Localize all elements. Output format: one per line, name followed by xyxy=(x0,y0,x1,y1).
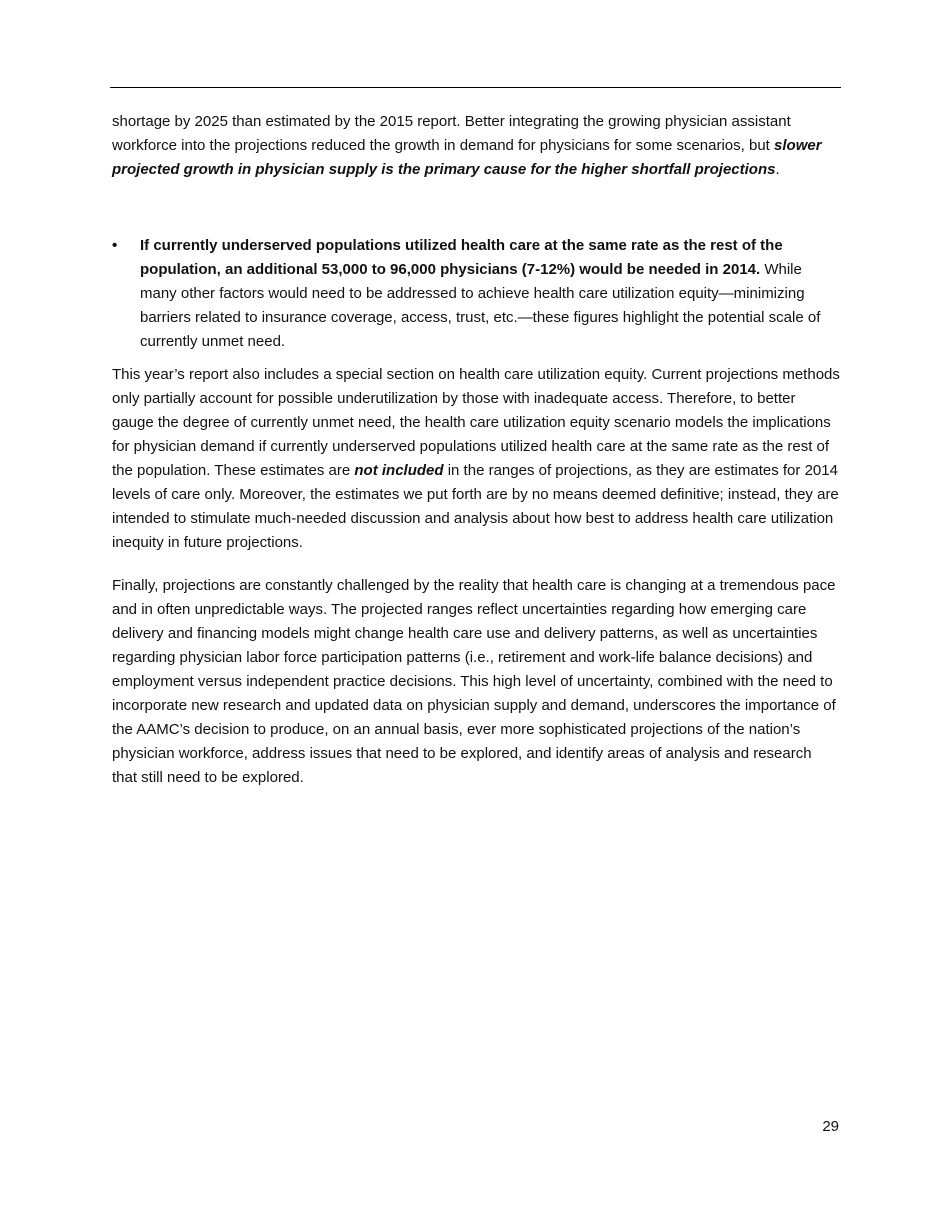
bullet-bold-text: If currently underserved populations utilized health care at the same rate as the rest of the population, an additional 53,000 to 96,000 physicians (7-12%) would be needed in 2014. xyxy=(140,237,783,278)
body-content xyxy=(112,110,840,790)
paragraph-uncertainty: Finally, projections are constantly challenged by the reality that health care is changing at a tremendous pace and in often unpredictable ways. The projected ranges reflect uncertainties regarding how emerging care delivery and financing models might change health care use and delivery patterns, as well as uncertainties regarding physician labor force participation patterns (i.e., retirement and work-life balance decisions) and employment versus independent practice decisions. This high level of uncertainty, combined with the need to incorporate new research and updated data on physician supply and demand, underscores the importance of the AAMC’s decision to produce, on an annual basis, ever more sophisticated projections of the nation’s physician workforce, address issues that need to be explored, and identify areas of analysis and research that still need to be explored. xyxy=(112,577,836,786)
paragraph-1-emphasis: slower projected growth in physician supply is the primary cause for the higher shortfall projections xyxy=(112,137,822,178)
paragraph-3-text: This year’s report also includes a special section on health care utilization equity. Current projections methods only partially account for possible underutilization by those with inadequate access. Therefore, to better gauge the degree of currently unmet need, the health care utilization equity scenario models the implications for physician demand if currently underserved populations utilized health care at the same rate as the rest of the population. These estimates are xyxy=(112,366,840,479)
bullet-item-underserved xyxy=(112,234,840,354)
bullet-list xyxy=(112,234,840,354)
paragraph-shortage-summary xyxy=(112,110,840,182)
paragraph-1-text: shortage by 2025 than estimated by the 2015 report. Better integrating the growing physician assistant workforce into the projections reduced the growth in demand for physicians for some scenarios, but xyxy=(112,113,791,154)
paragraph-3-end: in the ranges of projections, as they are estimates for 2014 levels of care only. Moreover, the estimates we put forth are by no means deemed definitive; instead, they are intended to stimulate much-needed discussion and analysis about how best to address health care utilization inequity in future projections. xyxy=(112,462,839,551)
paragraph-3-emphasis: not included xyxy=(354,462,444,479)
bullet-icon: • xyxy=(112,237,118,254)
paragraph-utilization-equity xyxy=(112,363,840,555)
header-rule xyxy=(110,87,841,88)
page-number: 29 xyxy=(822,1118,839,1135)
bullet-text: While many other factors would need to be addressed to achieve health care utilization equity—minimizing barriers related to insurance coverage, access, trust, etc.—these figures highlight the potential scale of currently unmet need. xyxy=(140,261,821,350)
paragraph-1-end: . xyxy=(775,161,780,178)
